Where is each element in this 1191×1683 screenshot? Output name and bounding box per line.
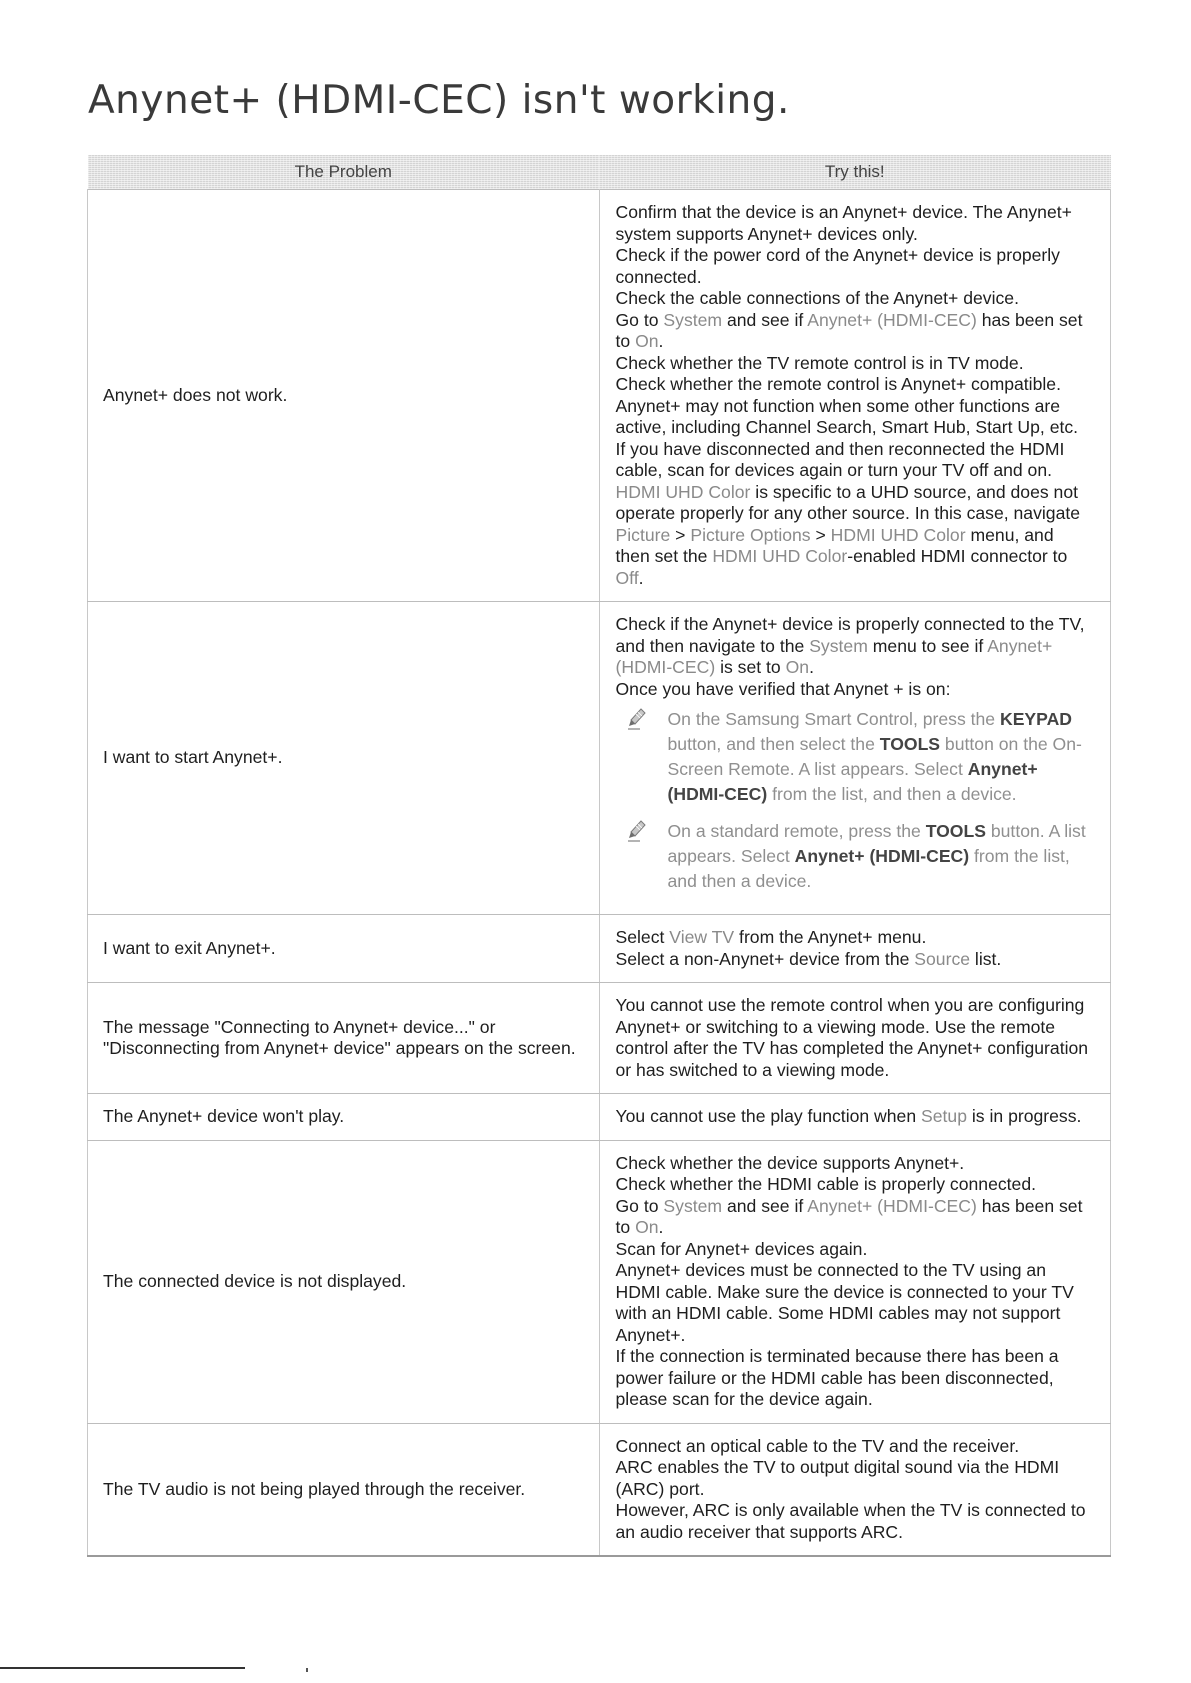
problem-cell: The message "Connecting to Anynet+ device..." or "Disconnecting from Anynet+ device" appears on the screen.	[88, 983, 600, 1094]
solution-line	[616, 1457, 1093, 1500]
menu-path-text: On	[635, 331, 659, 351]
text-segment: Anynet+ devices must be connected to the TV using an HDMI cable. Make sure the device is connected to your TV with an HDMI cable. Some HDMI cables may not support Anynet+.	[615, 1260, 1074, 1345]
menu-path-text: Picture	[615, 524, 671, 545]
solution-line	[616, 1436, 1093, 1458]
solution-cell	[599, 602, 1111, 915]
solution-line	[616, 1500, 1093, 1543]
emphasis-text: KEYPAD	[999, 709, 1072, 729]
menu-path-text: On	[635, 1217, 659, 1237]
footer-rule	[0, 1667, 245, 1669]
text-segment: button, and then select the	[667, 734, 880, 754]
table-header-row	[88, 155, 1111, 190]
solution-line	[616, 1346, 1093, 1411]
text-segment: has been set to	[615, 1195, 1083, 1237]
problem-cell: I want to exit Anynet+.	[88, 915, 600, 983]
solution-line	[616, 1239, 1093, 1261]
menu-path-text: HDMI UHD Color	[830, 524, 966, 545]
solution-line	[616, 288, 1093, 310]
solution-cell	[599, 983, 1111, 1094]
text-segment: Go to	[615, 309, 664, 330]
solution-line	[616, 1153, 1093, 1175]
text-segment: Check if the power cord of the Anynet+ device is properly connected.	[615, 245, 1060, 287]
text-segment: list.	[970, 948, 1002, 969]
text-segment: Check whether the remote control is Anynet+ compatible.	[615, 374, 1061, 394]
text-segment: from the list, and then a device.	[667, 846, 1070, 891]
table-row	[88, 1140, 1111, 1423]
text-segment: .	[658, 331, 664, 351]
emphasis-text: TOOLS	[879, 734, 941, 754]
solution-line	[616, 374, 1093, 396]
text-segment: >	[670, 524, 691, 545]
text-segment: If you have disconnected and then reconnected the HDMI cable, scan for devices again or turn your TV off and on.	[615, 438, 1065, 480]
note-item	[616, 819, 1093, 894]
solution-line	[616, 1174, 1093, 1196]
solution-line	[616, 245, 1093, 288]
note-text	[668, 819, 1093, 894]
emphasis-text: Anynet+ (HDMI-CEC)	[794, 846, 970, 866]
text-segment: Select a non-Anynet+ device from the	[615, 948, 915, 969]
solution-cell	[599, 1094, 1111, 1141]
text-segment: Confirm that the device is an Anynet+ device. The Anynet+ system supports Anynet+ devices only.	[615, 202, 1072, 244]
pencil-note-icon	[626, 707, 648, 731]
table-row	[88, 983, 1111, 1094]
menu-path-text: System	[809, 635, 868, 656]
solution-line	[616, 949, 1093, 971]
solution-line	[616, 1106, 1093, 1128]
solution-line	[616, 1196, 1093, 1239]
menu-path-text: Anynet+ (HDMI-CEC)	[807, 309, 977, 330]
text-segment: Check whether the HDMI cable is properly connected.	[615, 1174, 1036, 1194]
menu-path-text: Source	[914, 948, 971, 969]
page-title: Anynet+ (HDMI-CEC) isn't working.	[88, 78, 790, 123]
solution-line	[616, 614, 1093, 679]
text-segment: >	[810, 524, 831, 545]
text-segment: On the Samsung Smart Control, press the	[667, 709, 1000, 729]
table-row	[88, 190, 1111, 602]
text-segment: Check whether the TV remote control is in TV mode.	[615, 352, 1024, 373]
header-problem: The Problem	[88, 155, 600, 190]
text-segment: You cannot use the play function when	[615, 1106, 922, 1126]
solution-line	[616, 353, 1093, 375]
solution-cell	[599, 190, 1111, 602]
note-item	[616, 707, 1093, 807]
text-segment: button. A list appears. Select	[667, 821, 1086, 866]
menu-path-text: HDMI UHD Color	[615, 481, 751, 502]
text-segment: is set to	[715, 657, 786, 677]
problem-cell: The Anynet+ device won't play.	[88, 1094, 600, 1141]
text-segment: and see if	[722, 1195, 808, 1216]
emphasis-text: TOOLS	[925, 821, 986, 841]
table-body	[88, 190, 1111, 1557]
text-segment: On a standard remote, press the	[667, 821, 926, 841]
footer-mark	[306, 1668, 308, 1672]
solution-line	[616, 927, 1093, 949]
text-segment: menu to see if	[867, 635, 988, 656]
emphasis-text: Anynet+ (HDMI-CEC)	[667, 759, 1038, 804]
text-segment: Connect an optical cable to the TV and the receiver.	[615, 1435, 1020, 1456]
menu-path-text: View TV	[669, 927, 735, 947]
solution-line	[616, 310, 1093, 353]
solution-line	[616, 396, 1093, 439]
text-segment: Anynet+ may not function when some other functions are active, including Channel Search, Smart Hub, Start Up, etc.	[615, 395, 1079, 437]
pencil-note-icon	[626, 819, 648, 843]
text-segment: and see if	[722, 309, 808, 330]
menu-path-text: Off	[615, 567, 639, 588]
text-segment: .	[658, 1217, 664, 1237]
text-segment: Select	[615, 927, 670, 947]
solution-line	[616, 679, 1093, 701]
table-row	[88, 602, 1111, 915]
header-solution: Try this!	[599, 155, 1111, 190]
table-row	[88, 1423, 1111, 1556]
text-segment: is specific to a UHD source, and does not operate properly for any other source. In this case, navigate	[615, 481, 1081, 523]
table-row	[88, 1094, 1111, 1141]
text-segment: from the Anynet+ menu.	[734, 927, 927, 947]
solution-cell	[599, 915, 1111, 983]
text-segment: .	[638, 567, 644, 588]
problem-cell: The TV audio is not being played through the receiver.	[88, 1423, 600, 1556]
text-segment: Check the cable connections of the Anynet+ device.	[615, 288, 1019, 308]
solution-line	[616, 482, 1093, 590]
text-segment: is in progress.	[967, 1106, 1082, 1126]
text-segment: Go to	[615, 1195, 664, 1216]
menu-path-text: Anynet+ (HDMI-CEC)	[615, 635, 1053, 677]
text-segment: If the connection is terminated because there has been a power failure or the HDMI cable has been disconnected, please scan for the device again.	[615, 1346, 1059, 1409]
menu-path-text: Anynet+ (HDMI-CEC)	[807, 1195, 977, 1216]
text-segment: button on the On-Screen Remote. A list appears. Select	[667, 734, 1082, 779]
text-segment: menu, and then set the	[615, 524, 1054, 566]
note-text	[668, 707, 1093, 807]
menu-path-text: Setup	[921, 1106, 967, 1126]
problem-cell: Anynet+ does not work.	[88, 190, 600, 602]
text-segment: Once you have verified that Anynet + is on:	[615, 678, 951, 699]
text-segment: from the list, and then a device.	[767, 784, 1017, 804]
solution-line	[616, 202, 1093, 245]
solution-cell	[599, 1423, 1111, 1556]
text-segment: You cannot use the remote control when you are configuring Anynet+ or switching to a viewing mode. Use the remote control after the TV has completed the Anynet+ configuration or has switched to a viewing mode.	[615, 995, 1089, 1080]
problem-cell: The connected device is not displayed.	[88, 1140, 600, 1423]
text-segment: has been set to	[615, 309, 1083, 351]
menu-path-text: On	[785, 657, 810, 677]
solution-line	[616, 995, 1093, 1081]
solution-line	[616, 439, 1093, 482]
table-row	[88, 915, 1111, 983]
text-segment: Scan for Anynet+ devices again.	[615, 1238, 868, 1259]
troubleshooting-table	[87, 155, 1111, 1557]
solution-line	[616, 1260, 1093, 1346]
text-segment: Check if the Anynet+ device is properly connected to the TV, and then navigate to the	[615, 614, 1085, 656]
menu-path-text: HDMI UHD Color	[712, 546, 848, 566]
text-segment: -enabled HDMI connector to	[847, 546, 1068, 566]
menu-path-text: Picture Options	[690, 524, 811, 545]
text-segment: .	[809, 657, 814, 677]
solution-cell	[599, 1140, 1111, 1423]
problem-cell: I want to start Anynet+.	[88, 602, 600, 915]
text-segment: ARC enables the TV to output digital sound via the HDMI (ARC) port.	[615, 1457, 1060, 1499]
text-segment: However, ARC is only available when the TV is connected to an audio receiver that supports ARC.	[615, 1500, 1086, 1542]
menu-path-text: System	[663, 1195, 723, 1216]
text-segment: Check whether the device supports Anynet+.	[615, 1152, 965, 1173]
menu-path-text: System	[663, 309, 723, 330]
